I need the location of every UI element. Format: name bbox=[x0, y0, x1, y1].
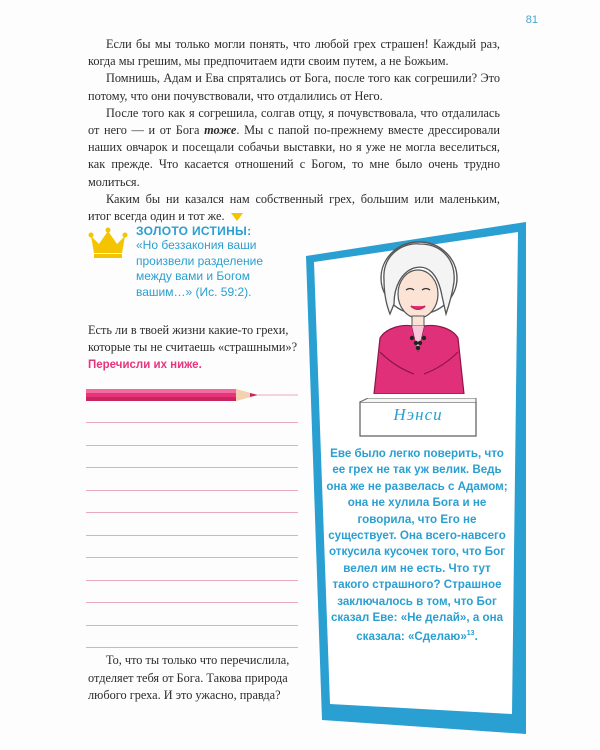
card-name: Нэнси bbox=[393, 405, 443, 424]
paragraph-3-end: . Мы с папой по-прежнему вместе дрессировали наших овчарок и посещали собачьи выставки, но я уже не могла веселиться, как прежде. Что касается отношений с Богом, то мне было очень трудно молиться. bbox=[88, 123, 500, 189]
paragraph-3 bbox=[88, 105, 500, 191]
card-text: Еве было легко поверить, что ее грех не так уж велик. Ведь она же не развелась с Адамом; она не хулила Бога и не говорила, что Его не существует. Она всего-навсего откусила кусочек того, что Бог велел им не есть. Что тут такого страшного? Страшное заключалось в том, что Бог сказал Еве: «Не делай», а она сказала: «Сделаю»$^{13}$. bbox=[326, 447, 508, 644]
crown-icon bbox=[88, 226, 128, 260]
answer-line[interactable] bbox=[86, 625, 298, 626]
answer-line[interactable] bbox=[86, 602, 298, 603]
answer-line[interactable] bbox=[86, 422, 298, 423]
pencil-icon bbox=[86, 384, 298, 406]
answer-line[interactable] bbox=[86, 580, 298, 581]
emphasis-word: тоже bbox=[204, 123, 237, 138]
card-body: Еве было легко поверить, что ее грех не так уж велик. Ведь она же не развелась с Адамом; она не хулила Бога и не говорила, что Его не существует. Она всего-навсего откусила кусочек того, что Бог велел им не есть. Что тут такого страшного? Страшное заключалось в том, что Бог сказал Еве: «Не делай», а она сказала: «Сделаю» bbox=[326, 447, 508, 644]
footnote-marker: 13 bbox=[466, 630, 475, 638]
question-text bbox=[88, 322, 298, 374]
paragraph-4-text: Каким бы ни казался нам собственный грех, большим или маленьким, итог всегда один и тот же. bbox=[88, 191, 500, 224]
golden-truth-quote: «Но беззакония ваши произвели разделение между вами и Богом вашим…» (Ис. 59:2). bbox=[136, 238, 264, 299]
answer-line[interactable] bbox=[86, 467, 298, 468]
paragraph-1: Если бы мы только могли понять, что любой грех страшен! Каждый раз, когда мы грешим, мы предпочитаем идти своим путем, а не Божьим. bbox=[88, 37, 500, 69]
answer-line[interactable] bbox=[86, 557, 298, 558]
nancy-card bbox=[300, 220, 532, 735]
answer-line[interactable] bbox=[86, 647, 298, 648]
page-number: 81 bbox=[525, 14, 538, 26]
nancy-portrait-illustration bbox=[354, 234, 484, 394]
answer-line[interactable] bbox=[86, 535, 298, 536]
golden-truth-box bbox=[136, 224, 296, 300]
closing-paragraph: То, что ты только что перечислила, отделяет тебя от Бога. Такова природа любого греха. И это ужасно, правда? bbox=[88, 653, 290, 702]
answer-line[interactable] bbox=[86, 445, 298, 446]
answer-line[interactable] bbox=[86, 490, 298, 491]
golden-truth-title: ЗОЛОТО ИСТИНЫ: bbox=[136, 224, 252, 238]
main-text bbox=[88, 36, 500, 225]
paragraph-2: Помнишь, Адам и Ева спрятались от Бога, после того как согрешили? Это потому, что они почувствовали, что отдалились от Него. bbox=[88, 71, 500, 103]
answer-line[interactable] bbox=[86, 512, 298, 513]
question-body: Есть ли в твоей жизни какие-то грехи, которые ты не считаешь «страшными»? bbox=[88, 323, 298, 354]
closing-text bbox=[88, 652, 298, 705]
triangle-marker-icon bbox=[231, 213, 243, 221]
answer-lines[interactable] bbox=[86, 422, 298, 670]
question-prompt: Перечисли их ниже. bbox=[88, 359, 202, 371]
paragraph-3-start: После того как я согрешила, солгав отцу, я почувствовала, что отдалилась от него — и от Бога bbox=[88, 105, 500, 138]
